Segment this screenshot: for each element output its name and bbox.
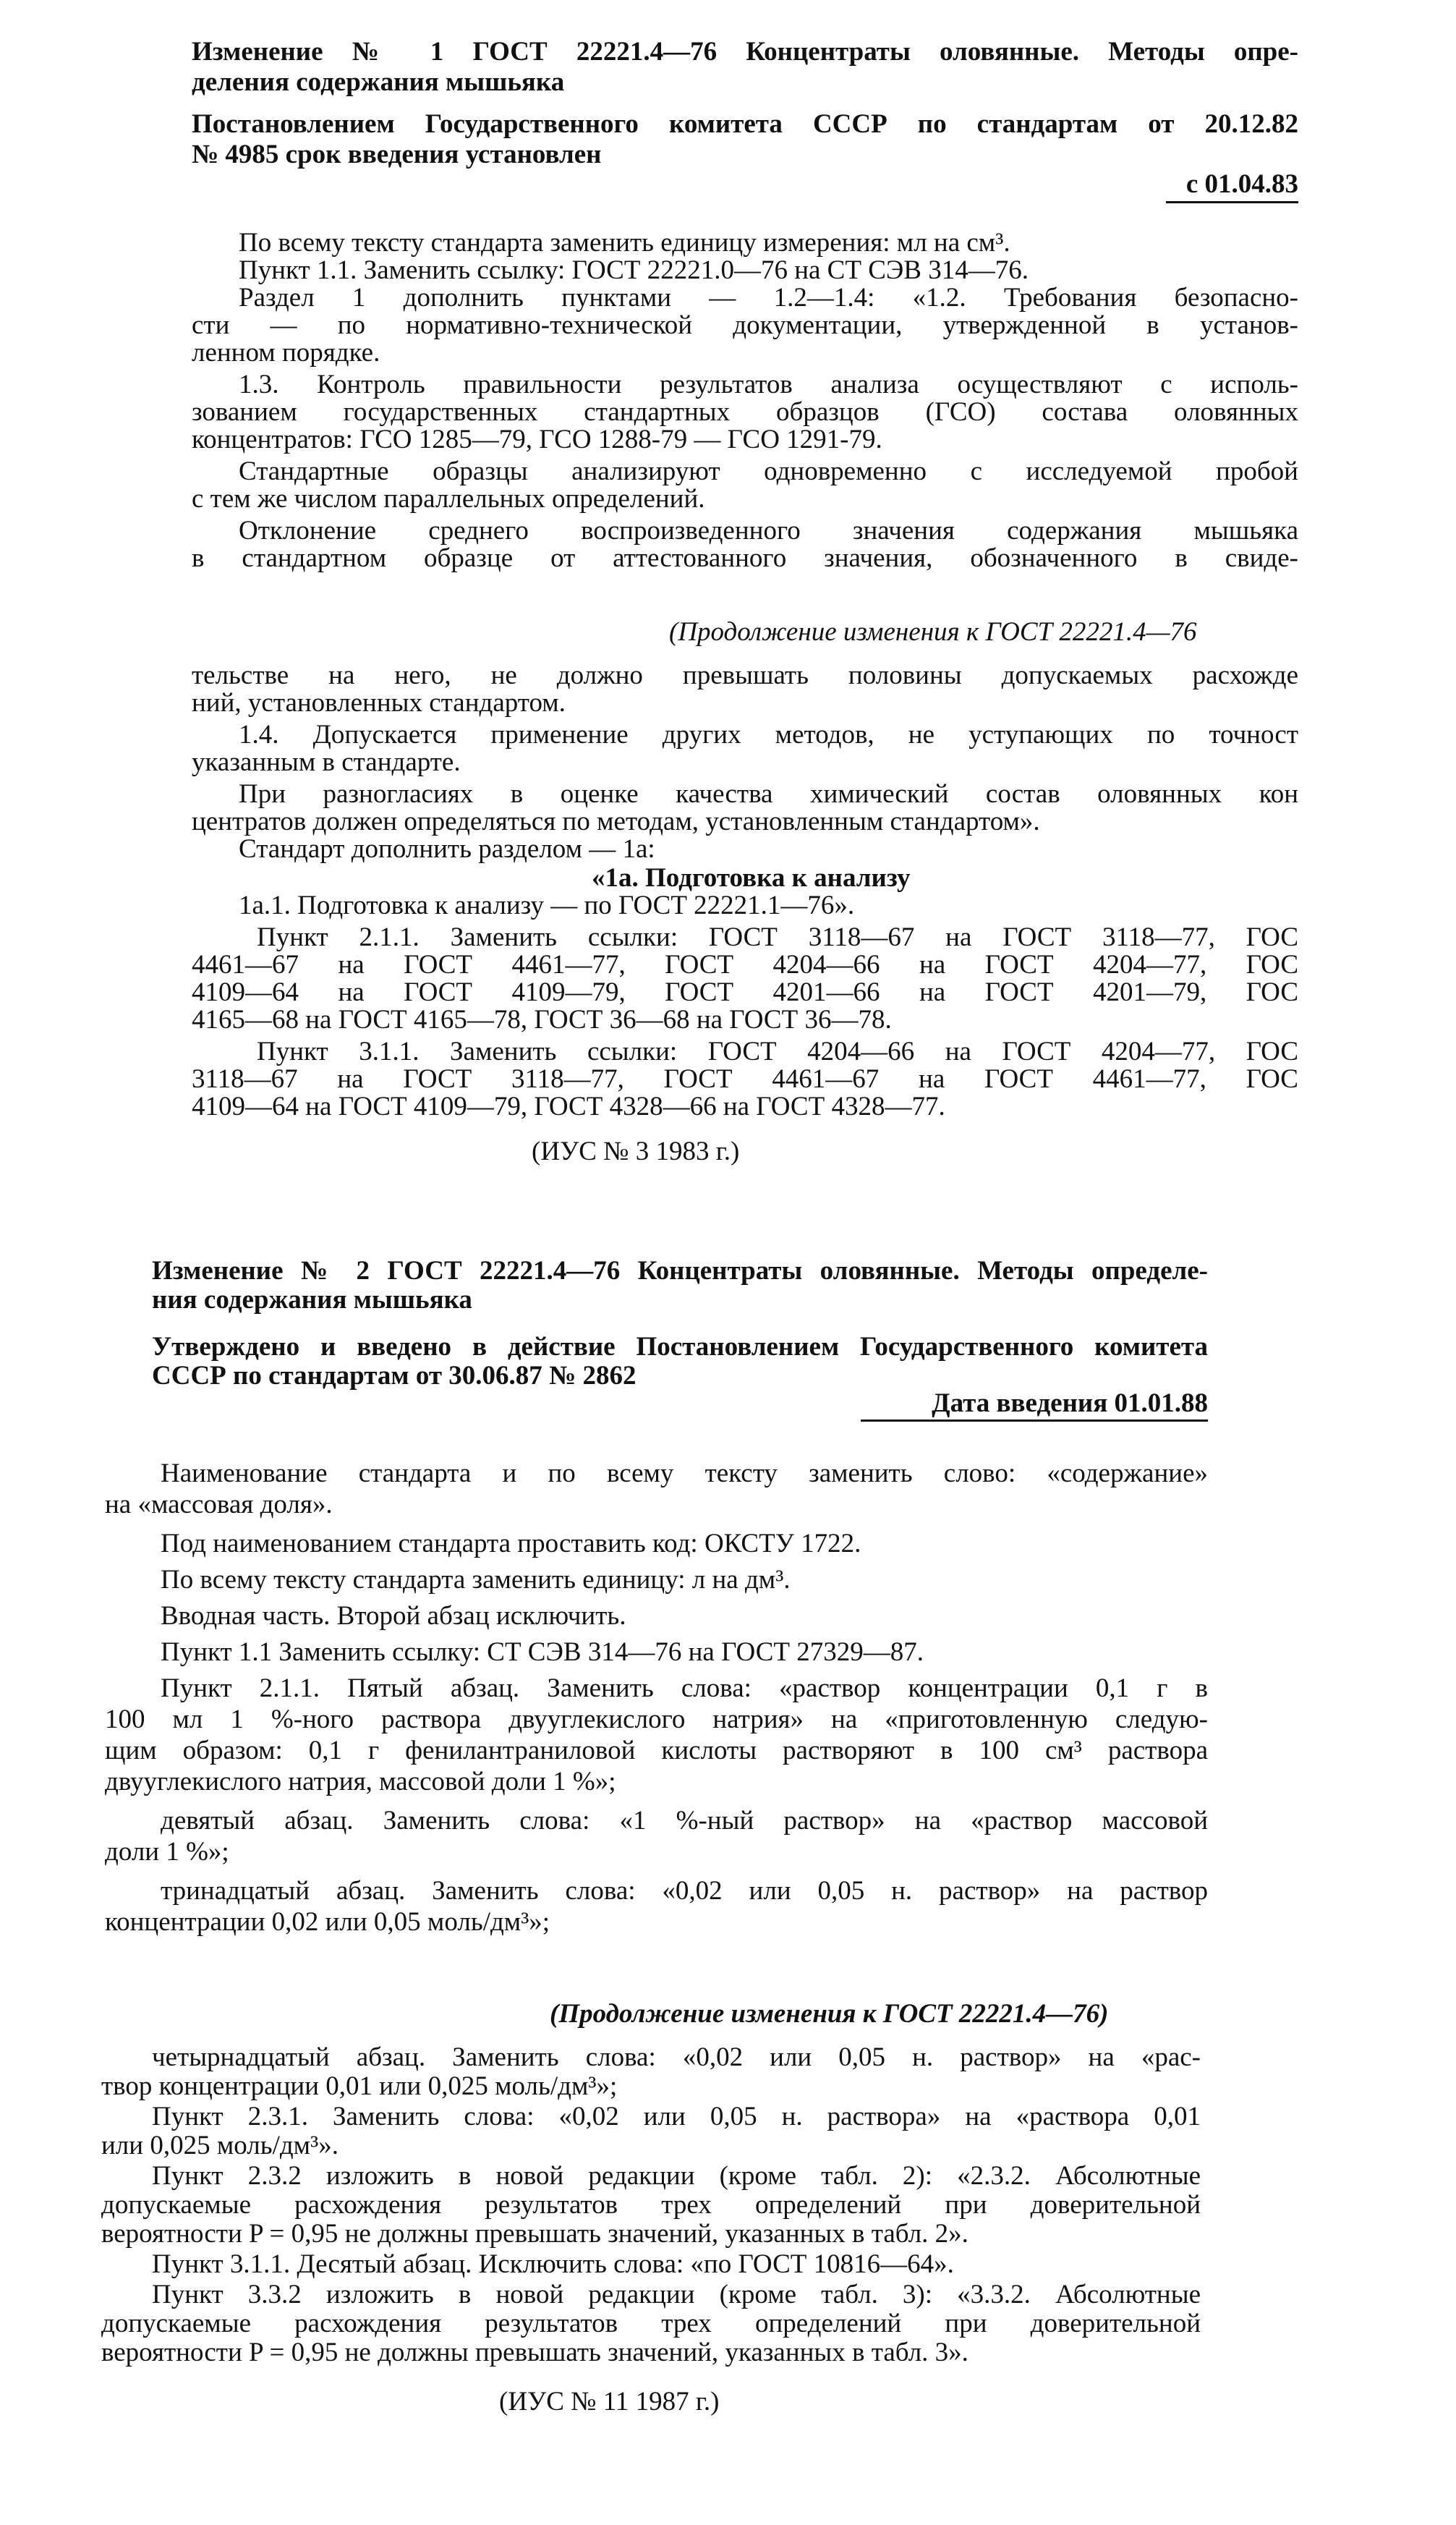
change-2-paragraph: По всему тексту стандарта заменить единицу: л на дм³. <box>161 1565 791 1595</box>
change-1-paragraph: Пункт 1.1. Заменить ссылку: ГОСТ 22221.0—76 на СТ СЭВ 314—76. <box>239 255 1029 285</box>
change-2-paragraph: концентрации 0,02 или 0,05 моль/дм³»; <box>105 1907 550 1937</box>
change-2-paragraph: Пункт 2.1.1. Пятый абзац. Заменить слова: «раствор концентрации 0,1 г в <box>161 1673 1208 1703</box>
change-2-paragraph: на «массовая доля». <box>105 1490 333 1519</box>
change-2-paragraph: 100 мл 1 %-ного раствора двууглекислого натрия» на «приготовленную следую- <box>105 1705 1208 1734</box>
change-1-paragraph: концентратов: ГСО 1285—79, ГСО 1288-79 — ГСО 1291-79. <box>192 425 882 454</box>
change-1-paragraph: ний, установленных стандартом. <box>192 688 566 718</box>
change-1-date-underline <box>1166 201 1298 203</box>
change-1-decree-line-2: № 4985 срок введения установлен <box>192 140 602 169</box>
change-2-paragraph: Пункт 2.3.1. Заменить слова: «0,02 или 0,05 н. раствора» на «раствора 0,01 <box>152 2102 1201 2131</box>
change-2-paragraph: допускаемые расхождения результатов трех определений при доверительной <box>101 2309 1201 2338</box>
change-1-paragraph: сти — по нормативно-технической документации, утвержденной в установ- <box>192 310 1298 340</box>
change-2-paragraph: Пункт 1.1 Заменить ссылку: СТ СЭВ 314—76 на ГОСТ 27329—87. <box>161 1637 924 1667</box>
change-2-paragraph: двууглекислого натрия, массовой доли 1 %»; <box>105 1767 616 1796</box>
change-2-paragraph: твор концентрации 0,01 или 0,025 моль/дм³»; <box>101 2071 618 2101</box>
change-1-paragraph: Пункт 2.1.1. Заменить ссылки: ГОСТ 3118—67 на ГОСТ 3118—77, ГОС <box>257 922 1298 952</box>
change-1-paragraph: Стандартные образцы анализируют одновременно с исследуемой пробой <box>239 457 1298 486</box>
change-1-paragraph: 3118—67 на ГОСТ 3118—77, ГОСТ 4461—67 на ГОСТ 4461—77, ГОС <box>192 1064 1298 1094</box>
change-1-paragraph: ленном порядке. <box>192 338 380 368</box>
change-2-approved-line-2: СССР по стандартам от 30.06.87 № 2862 <box>152 1361 637 1391</box>
change-2-effective-date: Дата введения 01.01.88 <box>932 1388 1208 1418</box>
change-2-paragraph: Пункт 2.3.2 изложить в новой редакции (кроме табл. 2): «2.3.2. Абсолютные <box>152 2161 1201 2191</box>
change-2-paragraph: допускаемые расхождения результатов трех определений при доверительной <box>101 2190 1201 2220</box>
change-2-paragraph: тринадцатый абзац. Заменить слова: «0,02 или 0,05 н. раствор» на раствор <box>161 1876 1208 1906</box>
change-2-paragraph: или 0,025 моль/дм³». <box>101 2131 339 2160</box>
change-2-paragraph: щим образом: 0,1 г фенилантраниловой кислоты растворяют в 100 см³ раствора <box>105 1736 1208 1765</box>
change-1-paragraph: Раздел 1 дополнить пунктами — 1.2—1.4: «1.2. Требования безопасно- <box>239 283 1298 313</box>
change-1-paragraph: 1.4. Допускается применение других методов, не уступающих по точност <box>239 720 1298 750</box>
change-1-paragraph: При разногласиях в оценке качества химический состав оловянных кон <box>239 779 1298 809</box>
change-1-paragraph: в стандартном образце от аттестованного значения, обозначенного в свиде- <box>192 543 1298 573</box>
change-2-paragraph: доли 1 %»; <box>105 1837 229 1867</box>
change-1-decree-line-1: Постановлением Государственного комитета СССР по стандартам от 20.12.82 <box>192 109 1298 139</box>
change-2-source: (ИУС № 11 1987 г.) <box>499 2387 720 2416</box>
change-1-paragraph: с тем же числом параллельных определений. <box>192 484 705 514</box>
change-1-paragraph: зованием государственных стандартных образцов (ГСО) состава оловянных <box>192 397 1298 427</box>
change-2-title-line-1: Изменение № 2 ГОСТ 22221.4—76 Концентраты оловянные. Методы определе- <box>152 1256 1208 1286</box>
change-2-paragraph: вероятности P = 0,95 не должны превышать значений, указанных в табл. 2». <box>101 2219 968 2249</box>
change-1-section-heading: «1а. Подготовка к анализу <box>592 863 911 893</box>
change-1-paragraph: тельстве на него, не должно превышать половины допускаемых расхожде <box>192 661 1298 690</box>
change-2-continuation-header: (Продолжение изменения к ГОСТ 22221.4—76) <box>550 1999 1109 2029</box>
change-2-paragraph: вероятности P = 0,95 не должны превышать значений, указанных в табл. 3». <box>101 2338 968 2367</box>
change-1-paragraph: центратов должен определяться по методам, установленным стандартом». <box>192 807 1040 836</box>
change-2-approved-line-1: Утверждено и введено в действие Постановлением Государственного комитета <box>152 1332 1208 1362</box>
change-1-paragraph: Стандарт дополнить разделом — 1а: <box>239 834 655 864</box>
change-1-paragraph: указанным в стандарте. <box>192 747 461 777</box>
change-1-paragraph: 4165—68 на ГОСТ 4165—78, ГОСТ 36—68 на ГОСТ 36—78. <box>192 1005 892 1035</box>
change-2-paragraph: Вводная часть. Второй абзац исключить. <box>161 1601 626 1631</box>
change-1-source: (ИУС № 3 1983 г.) <box>532 1137 740 1166</box>
change-1-paragraph: 4461—67 на ГОСТ 4461—77, ГОСТ 4204—66 на ГОСТ 4204—77, ГОС <box>192 950 1298 980</box>
change-1-continuation-header: (Продолжение изменения к ГОСТ 22221.4—76 <box>669 617 1197 647</box>
change-1-paragraph: 4109—64 на ГОСТ 4109—79, ГОСТ 4328—66 на ГОСТ 4328—77. <box>192 1092 945 1121</box>
change-2-date-underline <box>861 1419 1208 1422</box>
change-2-paragraph: четырнадцатый абзац. Заменить слова: «0,02 или 0,05 н. раствор» на «рас- <box>152 2042 1201 2072</box>
change-2-paragraph: Пункт 3.3.2 изложить в новой редакции (кроме табл. 3): «3.3.2. Абсолютные <box>152 2280 1201 2309</box>
change-1-paragraph: Пункт 3.1.1. Заменить ссылки: ГОСТ 4204—66 на ГОСТ 4204—77, ГОС <box>257 1037 1298 1066</box>
change-1-paragraph: 1.3. Контроль правильности результатов анализа осуществляют с исполь- <box>239 370 1298 399</box>
change-1-paragraph: 1а.1. Подготовка к анализу — по ГОСТ 22221.1—76». <box>239 891 855 920</box>
change-1-paragraph: 4109—64 на ГОСТ 4109—79, ГОСТ 4201—66 на ГОСТ 4201—79, ГОС <box>192 977 1298 1007</box>
change-1-paragraph: По всему тексту стандарта заменить единицу измерения: мл на см³. <box>239 228 1010 258</box>
change-2-paragraph: Под наименованием стандарта проставить код: ОКСТУ 1722. <box>161 1529 861 1558</box>
change-2-title-line-2: ния содержания мышьяка <box>152 1285 472 1315</box>
change-2-paragraph: Пункт 3.1.1. Десятый абзац. Исключить слова: «по ГОСТ 10816—64». <box>152 2249 954 2279</box>
change-2-paragraph: девятый абзац. Заменить слова: «1 %-ный раствор» на «раствор массовой <box>161 1806 1208 1836</box>
change-1-title-line-1: Изменение № 1 ГОСТ 22221.4—76 Концентраты оловянные. Методы опре- <box>192 37 1298 67</box>
change-2-paragraph: Наименование стандарта и по всему тексту заменить слово: «содержание» <box>161 1459 1208 1488</box>
change-1-title-line-2: деления содержания мышьяка <box>192 67 565 97</box>
change-1-effective-date: с 01.04.83 <box>1185 169 1298 199</box>
change-1-paragraph: Отклонение среднего воспроизведенного значения содержания мышьяка <box>239 516 1298 546</box>
